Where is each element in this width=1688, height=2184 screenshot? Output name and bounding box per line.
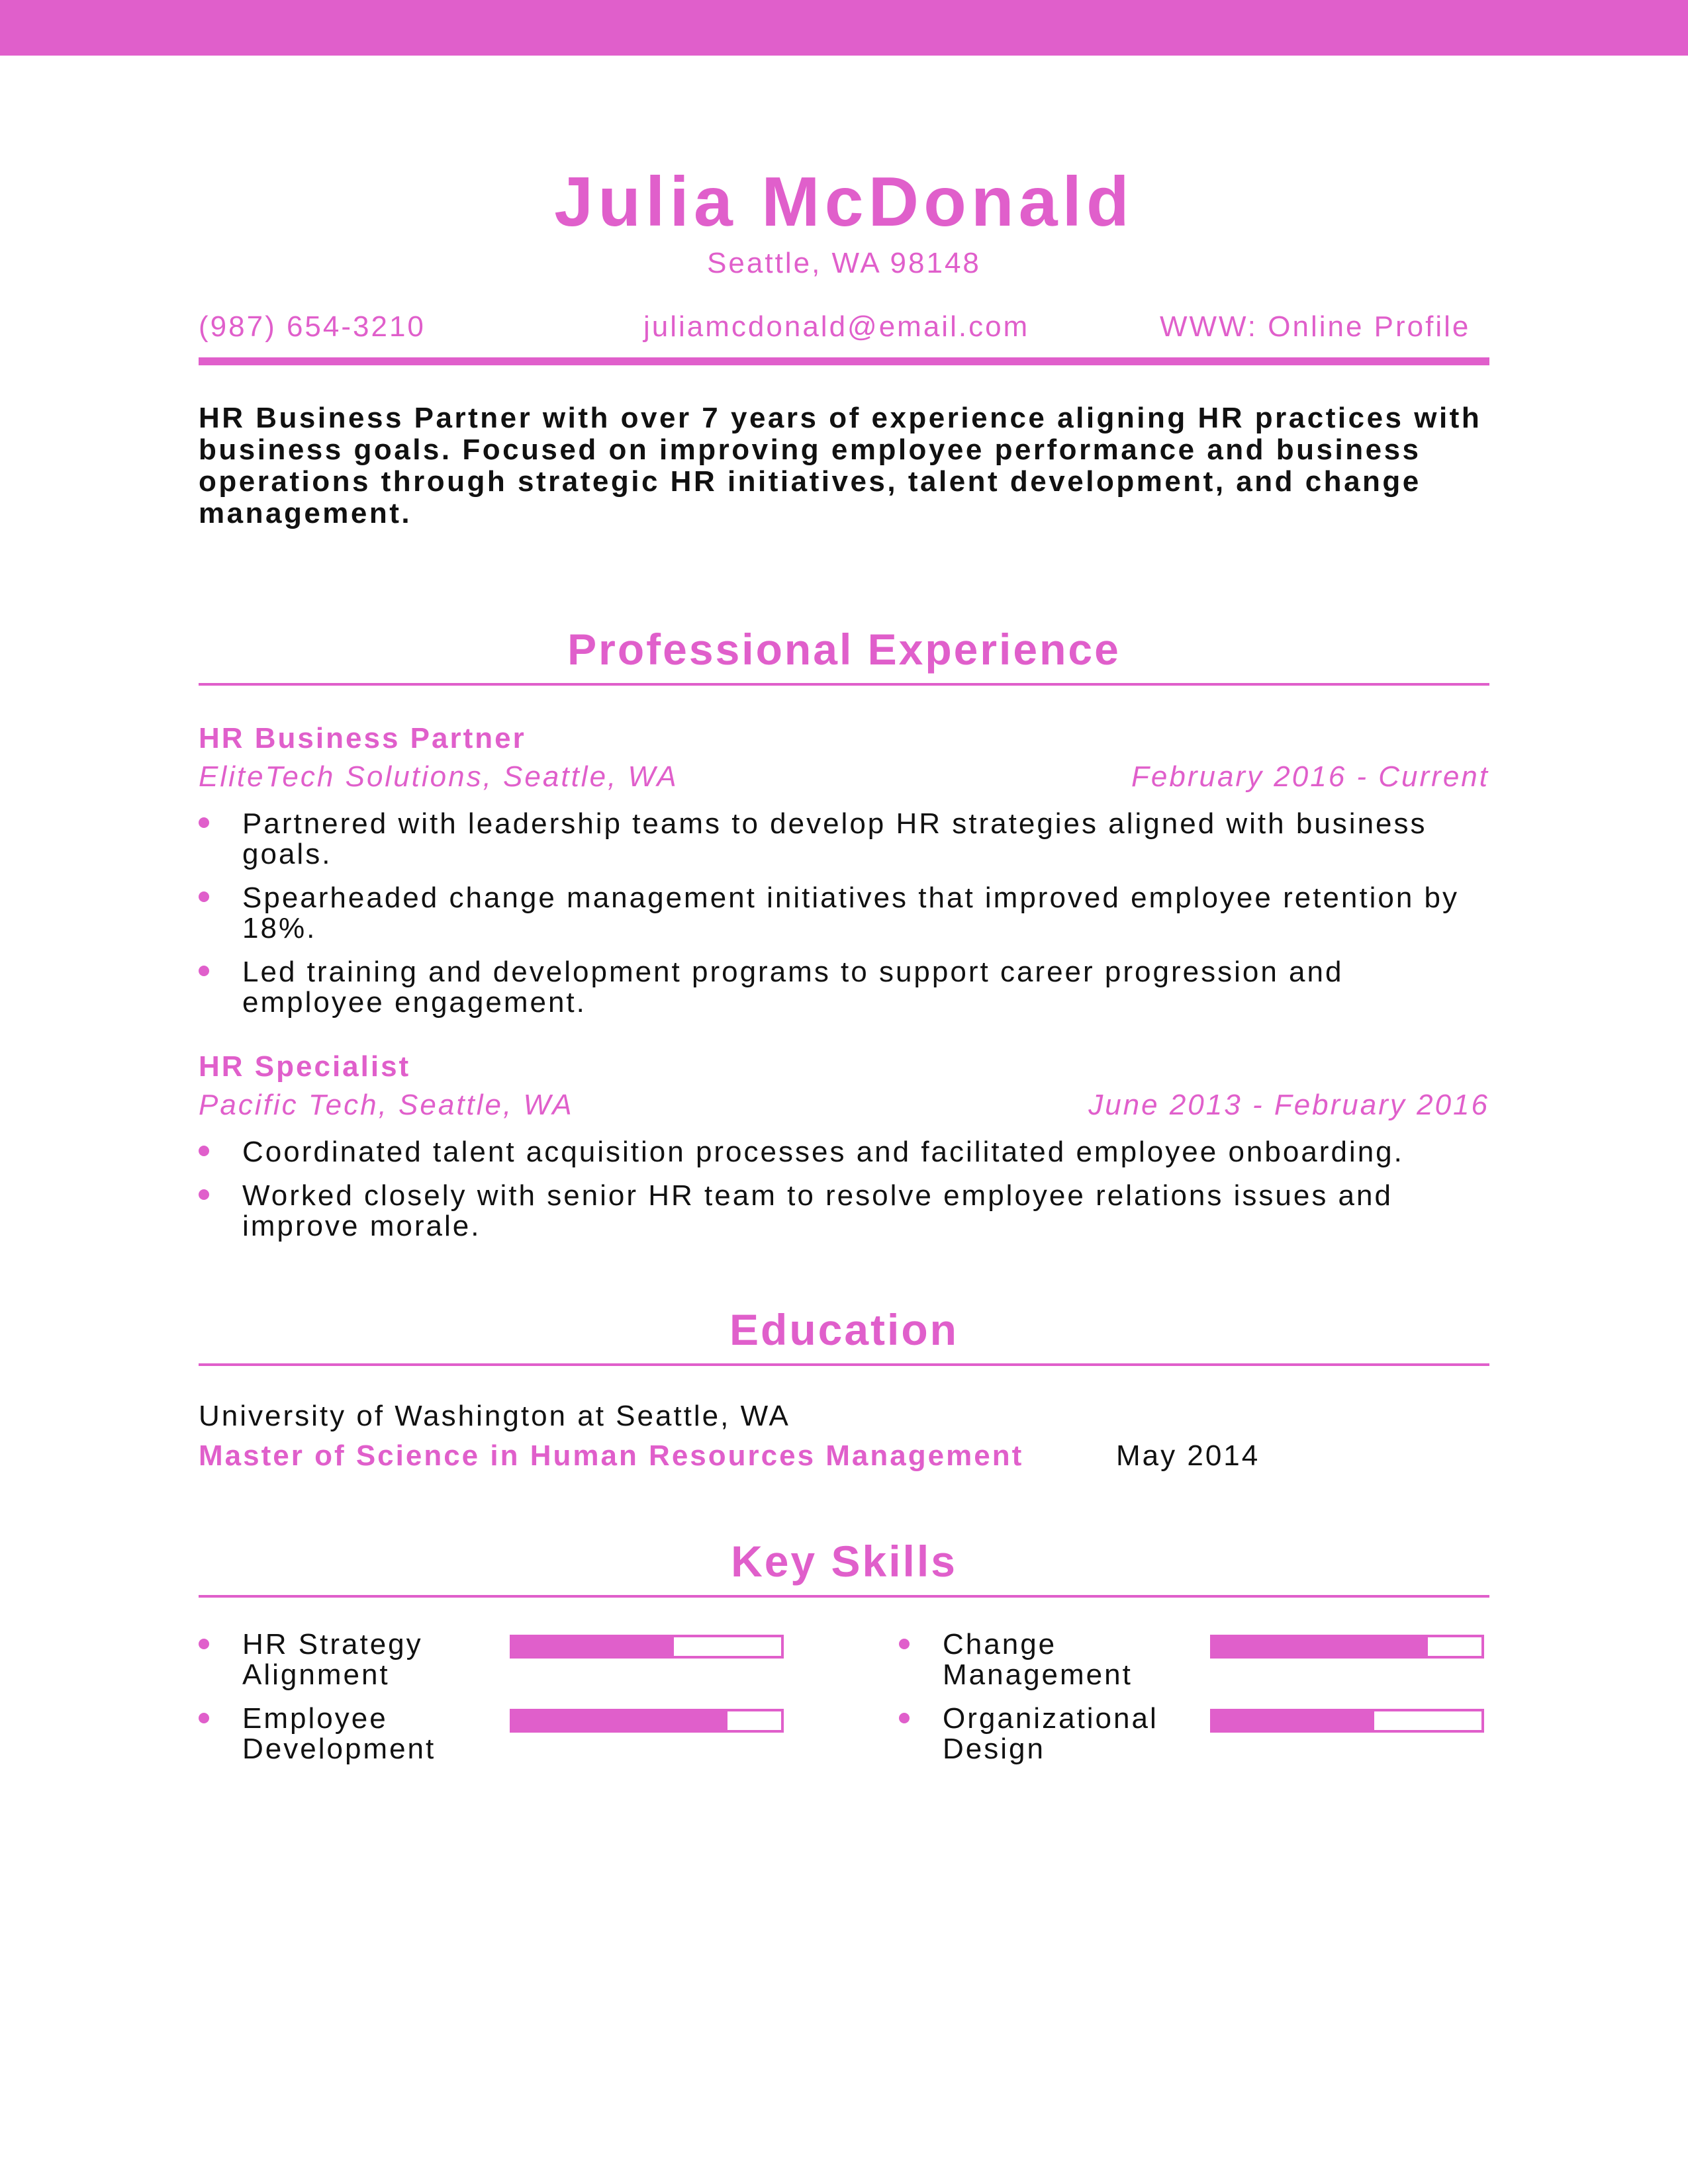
email-address[interactable]: juliamcdonald@email.com bbox=[643, 310, 1030, 343]
skill-label: Organizational Design bbox=[943, 1704, 1158, 1764]
skills-divider bbox=[199, 1595, 1489, 1598]
bullet-dot-icon bbox=[899, 1639, 910, 1649]
bullet-text: Spearheaded change management initiatives that improved employee retention by 18%. bbox=[242, 882, 1460, 944]
bullet-dot-icon bbox=[199, 1146, 209, 1156]
candidate-location: Seattle, WA 98148 bbox=[707, 247, 981, 279]
education-heading: Education bbox=[729, 1305, 959, 1354]
job-title: HR Business Partner bbox=[199, 722, 526, 754]
skill-level-bar bbox=[1210, 1709, 1484, 1733]
skill-level-bar bbox=[1210, 1635, 1484, 1659]
candidate-name: Julia McDonald bbox=[554, 163, 1134, 241]
bullet-text: Coordinated talent acquisition processes and facilitated employee onboarding. bbox=[242, 1136, 1404, 1168]
bullet-text: Worked closely with senior HR team to resolve employee relations issues and improve morale. bbox=[242, 1179, 1393, 1242]
skill-label: HR Strategy Alignment bbox=[242, 1629, 423, 1690]
experience-divider bbox=[199, 683, 1489, 686]
education-date: May 2014 bbox=[1116, 1439, 1260, 1472]
bullet-dot-icon bbox=[199, 817, 209, 828]
job-company: EliteTech Solutions, Seattle, WA bbox=[199, 760, 679, 793]
skill-level-fill bbox=[1213, 1711, 1374, 1730]
online-profile-link[interactable]: WWW: Online Profile bbox=[1160, 310, 1471, 343]
job-dates: June 2013 - February 2016 bbox=[1088, 1089, 1489, 1121]
bullet-dot-icon bbox=[199, 891, 209, 902]
skill-label: Employee Development bbox=[242, 1704, 436, 1764]
job-dates: February 2016 - Current bbox=[1131, 760, 1489, 793]
bullet-dot-icon bbox=[199, 1189, 209, 1200]
bullet-dot-icon bbox=[199, 1713, 209, 1723]
education-school: University of Washington at Seattle, WA bbox=[199, 1400, 790, 1432]
experience-heading: Professional Experience bbox=[567, 625, 1121, 674]
skill-label: Change Management bbox=[943, 1629, 1133, 1690]
skill-level-bar bbox=[510, 1635, 784, 1659]
bullet-dot-icon bbox=[199, 966, 209, 976]
skills-heading: Key Skills bbox=[731, 1537, 957, 1586]
skill-level-fill bbox=[1213, 1637, 1428, 1656]
skill-level-fill bbox=[512, 1711, 727, 1730]
job-title: HR Specialist bbox=[199, 1050, 411, 1083]
bullet-text: Partnered with leadership teams to develop HR strategies aligned with business goals. bbox=[242, 807, 1427, 870]
bullet-dot-icon bbox=[199, 1639, 209, 1649]
education-divider bbox=[199, 1363, 1489, 1366]
skill-level-fill bbox=[512, 1637, 674, 1656]
skill-level-bar bbox=[510, 1709, 784, 1733]
top-accent-bar bbox=[0, 0, 1688, 56]
bullet-dot-icon bbox=[899, 1713, 910, 1723]
bullet-text: Led training and development programs to support career progression and employee engagement. bbox=[242, 956, 1344, 1019]
job-company: Pacific Tech, Seattle, WA bbox=[199, 1089, 574, 1121]
phone-number: (987) 654-3210 bbox=[199, 310, 426, 343]
professional-summary: HR Business Partner with over 7 years of experience aligning HR practices with business goals. Focused on improving employee performance and business operations through strategic HR initiatives, talent development, and change management. bbox=[199, 402, 1482, 529]
education-degree: Master of Science in Human Resources Management bbox=[199, 1439, 1024, 1472]
header-divider bbox=[199, 357, 1489, 365]
